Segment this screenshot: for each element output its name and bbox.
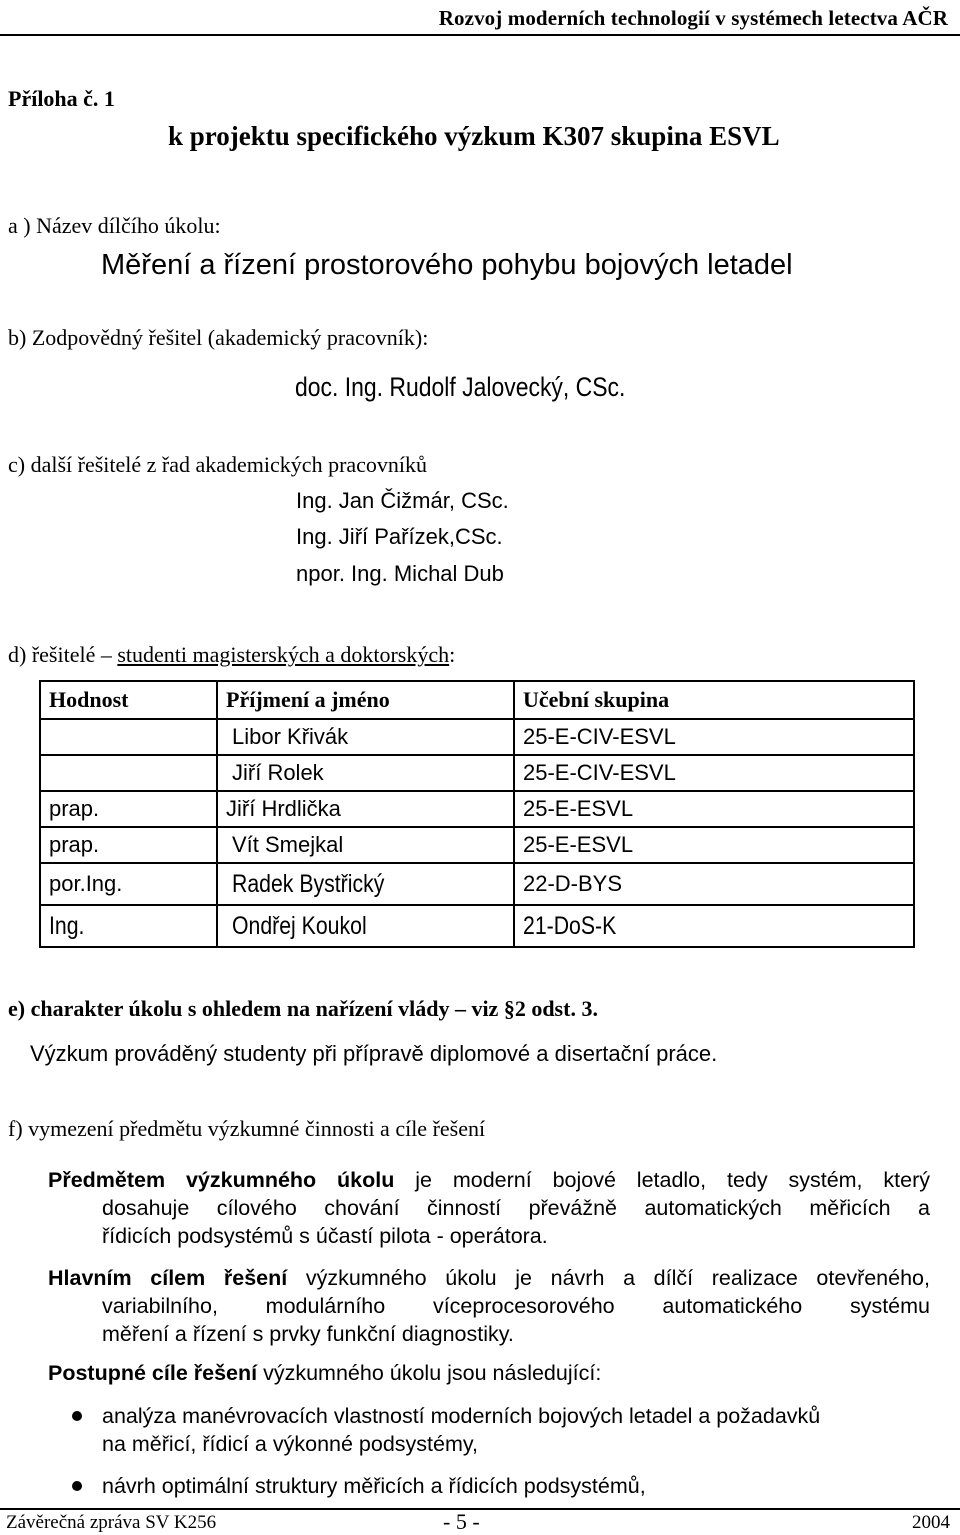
cell-rank	[40, 755, 217, 791]
paragraph-subject-line: řídicích podsystémů s účastí pilota - operátora.	[102, 1224, 548, 1248]
project-title: k projektu specifického výzkum K307 skupina ESVL	[168, 121, 780, 151]
table-header-row	[40, 681, 914, 719]
section-c-label: c) další řešitelé z řad akademických pracovníků	[8, 452, 428, 477]
section-f-label: f) vymezení předmětu výzkumné činnosti a cíle řešení	[8, 1116, 486, 1141]
section-b-label	[8, 325, 428, 351]
cell-group: 25-E-CIV-ESVL	[514, 755, 914, 791]
bullet-icon	[72, 1411, 82, 1421]
header-rule	[0, 34, 960, 36]
paragraph-goals-intro	[48, 1361, 601, 1386]
cell-group: 25-E-CIV-ESVL	[514, 719, 914, 755]
paragraph-main-goal-line: měření a řízení s prvky funkční diagnostiky.	[102, 1322, 514, 1346]
responsible-person-text: doc. Ing. Rudolf Jalovecký, CSc.	[295, 372, 626, 402]
header-rank: Hodnost	[40, 681, 217, 719]
cell-name	[217, 863, 514, 905]
footer-year: 2004	[912, 1512, 950, 1533]
table-row	[40, 791, 914, 827]
cell-name-text: Radek Bystřický	[232, 869, 385, 898]
footer-page-number: - 5 -	[443, 1509, 480, 1534]
paragraph-subject-lead: Předmětem výzkumného úkolu	[48, 1168, 395, 1192]
section-e-label: e) charakter úkolu s ohledem na nařízení vlády – viz §2 odst. 3.	[8, 996, 598, 1021]
section-b-label-main: b) Zodpovědný řešitel	[8, 325, 203, 350]
cell-rank: prap.	[40, 827, 217, 863]
cell-name	[217, 905, 514, 947]
cell-rank	[40, 719, 217, 755]
cell-name-text: Ondřej Koukol	[232, 911, 367, 940]
bullet-item-line: návrh optimální struktury měřicích a řídicích podsystémů,	[102, 1474, 646, 1498]
cell-rank-text: Ing.	[49, 911, 85, 940]
section-a-label-text: a ) Název dílčího úkolu:	[8, 213, 221, 238]
footer-rule	[0, 1508, 960, 1510]
section-d-label-prefix: d) řešitelé –	[8, 642, 118, 667]
table-row	[40, 755, 914, 791]
paragraph-subject-line: dosahuje cílového chování činností převážně automatických měřicích a	[102, 1196, 930, 1220]
responsible-person	[295, 372, 684, 403]
cell-name: Libor Křivák	[217, 719, 514, 755]
cell-group	[514, 905, 914, 947]
table-row	[40, 827, 914, 863]
section-d-label-underlined: studenti magisterských a doktorských	[117, 642, 450, 667]
cell-name: Vít Smejkal	[217, 827, 514, 863]
paragraph-subject	[48, 1166, 930, 1250]
task-title: Měření a řízení prostorového pohybu bojových letadel	[101, 249, 793, 281]
section-d-label	[8, 642, 455, 668]
cell-name: Jiří Hrdlička	[217, 791, 514, 827]
paragraph-main-goal	[48, 1264, 930, 1348]
co-researcher: Ing. Jiří Pařízek,CSc.	[296, 524, 503, 549]
cell-group: 25-E-ESVL	[514, 827, 914, 863]
paragraph-main-goal-line: výzkumného úkolu je návrh a dílčí realizace otevřeného,	[287, 1266, 930, 1290]
paragraph-main-goal-lead: Hlavním cílem řešení	[48, 1266, 288, 1290]
cell-group-text: 21-DoS-K	[523, 911, 617, 940]
paragraph-main-goal-line: variabilního, modulárního víceprocesorového automatického systému	[102, 1294, 930, 1318]
attachment-label: Příloha č. 1	[8, 86, 115, 111]
section-b-label-rest: (akademický pracovník):	[202, 325, 429, 350]
header-group: Učební skupina	[514, 681, 914, 719]
bullet-item-line: analýza manévrovacích vlastností moderních bojových letadel a požadavků	[102, 1404, 821, 1428]
paragraph-subject-line: je moderní bojové letadlo, tedy systém, který	[394, 1168, 930, 1192]
running-header: Rozvoj moderních technologií v systémech letectva AČR	[438, 6, 948, 30]
header-name: Příjmení a jméno	[217, 681, 514, 719]
section-e-text: Výzkum prováděný studenty při přípravě diplomové a disertační práce.	[30, 1041, 718, 1066]
section-d-label-suffix: :	[449, 642, 456, 667]
bullet-icon	[72, 1481, 82, 1491]
table-row	[40, 719, 914, 755]
cell-rank: prap.	[40, 791, 217, 827]
co-researcher: Ing. Jan Čižmár, CSc.	[296, 488, 509, 513]
cell-group: 22-D-BYS	[514, 863, 914, 905]
table-row	[40, 905, 914, 947]
table-row	[40, 863, 914, 905]
cell-name: Jiří Rolek	[217, 755, 514, 791]
co-researcher: npor. Ing. Michal Dub	[296, 561, 504, 586]
footer-report-name: Závěrečná zpráva SV K256	[6, 1512, 217, 1533]
cell-group: 25-E-ESVL	[514, 791, 914, 827]
cell-rank	[40, 905, 217, 947]
section-a-label	[8, 213, 221, 239]
paragraph-goals-rest: výzkumného úkolu jsou následující:	[257, 1361, 602, 1385]
students-table	[39, 680, 915, 948]
paragraph-goals-lead: Postupné cíle řešení	[48, 1361, 258, 1385]
bullet-item-line: na měřicí, řídicí a výkonné podsystémy,	[102, 1432, 478, 1456]
cell-rank: por.Ing.	[40, 863, 217, 905]
